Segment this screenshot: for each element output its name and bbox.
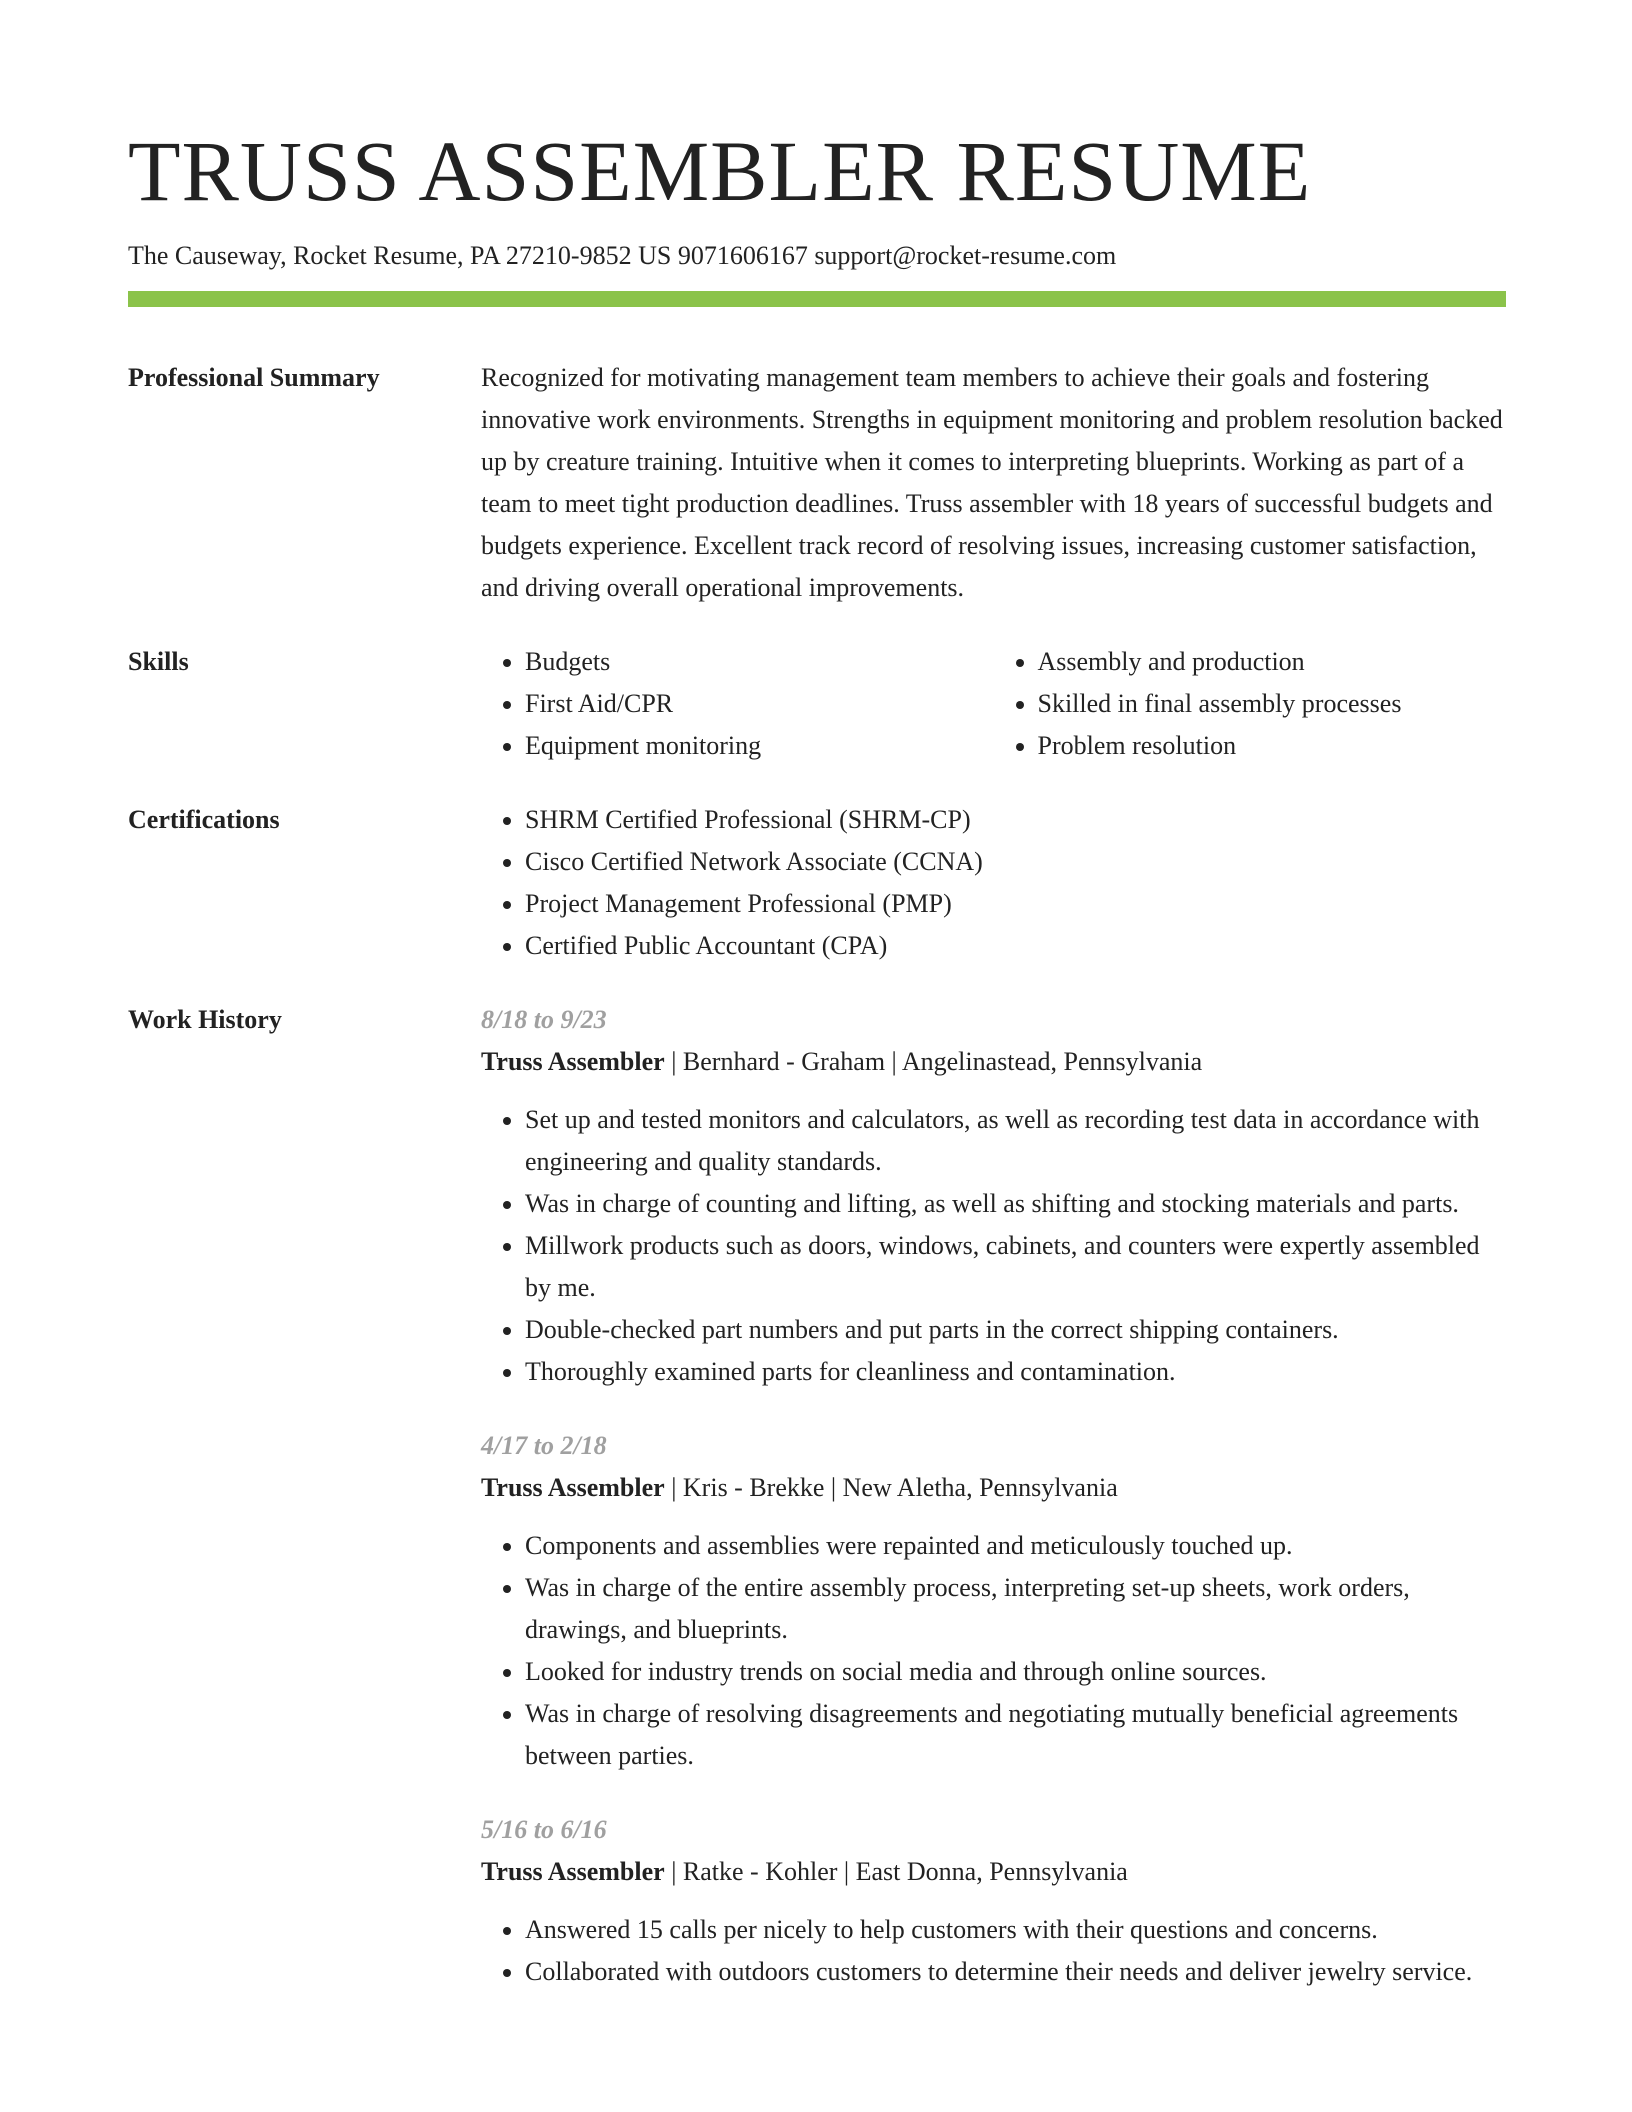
skill-item: • Problem resolution — [1038, 725, 1507, 767]
job-dates: 8/18 to 9/23 — [481, 1005, 607, 1035]
job-details: | Bernhard - Graham | Angelinastead, Pennsylvania — [664, 1047, 1203, 1077]
contact-line — [128, 240, 1506, 271]
header-divider — [128, 291, 1506, 307]
job-bullets — [481, 1909, 1506, 1993]
skill-item: • Budgets — [525, 641, 994, 683]
job-bullet: • Answered 15 calls per nicely to help customers with their questions and concerns. — [525, 1909, 1506, 1951]
job-bullet: • Was in charge of counting and lifting, as well as shifting and stocking materials and parts. — [525, 1183, 1506, 1225]
job-entry — [481, 1425, 1506, 1777]
job-entry — [481, 999, 1506, 1393]
skill-item: • Assembly and production — [1038, 641, 1507, 683]
certifications-section — [128, 799, 1506, 967]
summary-section — [128, 357, 1506, 609]
skills-list — [481, 641, 1506, 767]
job-bullet: • Looked for industry trends on social media and through online sources. — [525, 1651, 1506, 1693]
skills-column-left — [481, 641, 994, 767]
skill-item: • Equipment monitoring — [525, 725, 994, 767]
certifications-heading: Certifications — [128, 805, 280, 835]
skills-section — [128, 641, 1506, 767]
job-bullet: • Components and assemblies were repainted and meticulously touched up. — [525, 1525, 1506, 1567]
resume-page — [128, 0, 1506, 1993]
certification-item: • Certified Public Accountant (CPA) — [525, 925, 1506, 967]
skills-heading: Skills — [128, 647, 189, 677]
job-entry — [481, 1809, 1506, 1993]
skill-item: • First Aid/CPR — [525, 683, 994, 725]
certification-item: • Cisco Certified Network Associate (CCNA) — [525, 841, 1506, 883]
job-details: | Kris - Brekke | New Aletha, Pennsylvania — [664, 1473, 1118, 1503]
skill-item: • Skilled in final assembly processes — [1038, 683, 1507, 725]
certifications-list — [481, 799, 1506, 967]
job-bullet: • Set up and tested monitors and calculators, as well as recording test data in accordance with engineering and quality standards. — [525, 1099, 1506, 1183]
job-bullet: • Thoroughly examined parts for cleanliness and contamination. — [525, 1351, 1506, 1393]
contact-phone: 9071606167 — [677, 241, 815, 270]
summary-heading: Professional Summary — [128, 363, 380, 393]
job-title: Truss Assembler — [481, 1047, 665, 1077]
work-history-section — [128, 999, 1506, 1993]
contact-address: The Causeway, Rocket Resume, PA 27210-9852 US — [128, 241, 678, 270]
job-heading — [481, 1851, 1506, 1893]
job-bullet: • Was in charge of the entire assembly process, interpreting set-up sheets, work orders, drawings, and blueprints. — [525, 1567, 1506, 1651]
job-details: | Ratke - Kohler | East Donna, Pennsylvania — [664, 1857, 1128, 1887]
job-bullet: • Was in charge of resolving disagreements and negotiating mutually beneficial agreements between parties. — [525, 1693, 1506, 1777]
certification-item: • SHRM Certified Professional (SHRM-CP) — [525, 799, 1506, 841]
certification-item: • Project Management Professional (PMP) — [525, 883, 1506, 925]
job-bullet: • Double-checked part numbers and put parts in the correct shipping containers. — [525, 1309, 1506, 1351]
job-bullets — [481, 1525, 1506, 1777]
job-bullet: • Millwork products such as doors, windows, cabinets, and counters were expertly assembled by me. — [525, 1225, 1506, 1309]
job-dates: 4/17 to 2/18 — [481, 1431, 607, 1461]
work-history-heading: Work History — [128, 1005, 282, 1035]
contact-email: support@rocket-resume.com — [814, 241, 1117, 270]
job-heading — [481, 1041, 1506, 1083]
job-bullets — [481, 1099, 1506, 1393]
job-heading — [481, 1467, 1506, 1509]
job-bullet: • Collaborated with outdoors customers to determine their needs and deliver jewelry service. — [525, 1951, 1506, 1993]
job-dates: 5/16 to 6/16 — [481, 1815, 607, 1845]
skills-column-right — [994, 641, 1507, 767]
job-title: Truss Assembler — [481, 1857, 665, 1887]
job-title: Truss Assembler — [481, 1473, 665, 1503]
page-title: TRUSS ASSEMBLER RESUME — [128, 123, 1312, 219]
summary-text: Recognized for motivating management team members to achieve their goals and fostering innovative work environments. Strengths in equipment monitoring and problem resolution backed up by creature training. Intuitive when it comes to interpreting blueprints. Working as part of a team to meet tight production deadlines. Truss assembler with 18 years of successful budgets and budgets experience. Excellent track record of resolving issues, increasing customer satisfaction, and driving overall operational improvements. — [481, 363, 1503, 603]
